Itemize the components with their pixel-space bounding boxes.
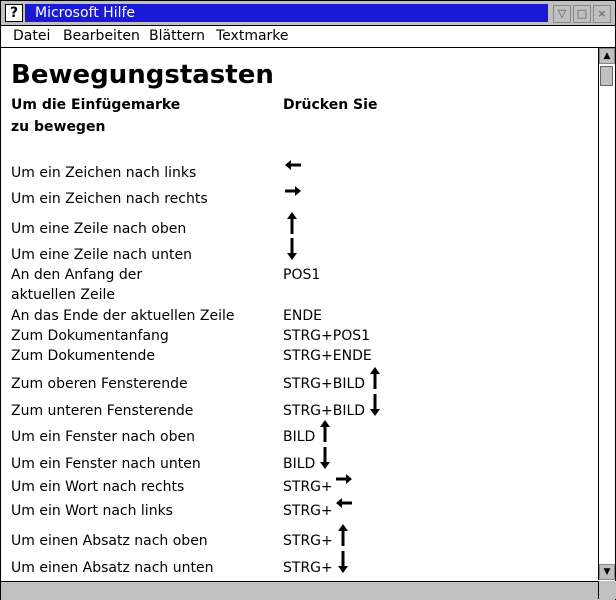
scroll-up-button[interactable]: ▲ — [599, 48, 615, 64]
shortcut-label: Um eine Zeile nach unten — [11, 247, 193, 263]
shortcut-label: Um eine Zeile nach oben — [11, 221, 187, 237]
scrollbar-corner — [598, 581, 616, 599]
shortcut-key: ENDE — [283, 308, 322, 324]
shortcut-key: BILD — [283, 429, 316, 445]
shortcut-key: POS1 — [283, 267, 321, 283]
scroll-down-button[interactable]: ▼ — [599, 564, 615, 580]
up-arrow-icon — [317, 419, 333, 443]
down-arrow-icon — [335, 550, 351, 574]
menu-bar — [1, 26, 615, 48]
shortcut-label: Zum oberen Fensterende — [11, 376, 188, 392]
right-arrow-icon — [284, 185, 302, 197]
menu-textmarke[interactable]: Textmarke — [216, 28, 289, 44]
shortcut-label: Um ein Zeichen nach links — [11, 165, 197, 181]
shortcut-key: STRG+ — [283, 479, 333, 495]
shortcut-label: Um einen Absatz nach oben — [11, 533, 208, 549]
shortcut-key: STRG+ — [283, 533, 333, 549]
down-arrow-icon — [317, 446, 333, 470]
column-header-keys: Drücken Sie — [283, 97, 378, 113]
shortcut-label: Zum unteren Fensterende — [11, 403, 194, 419]
menu-blaettern[interactable]: Blättern — [149, 28, 206, 44]
shortcut-key: STRG+BILD — [283, 403, 366, 419]
shortcut-label: Um ein Fenster nach oben — [11, 429, 195, 445]
left-arrow-icon — [335, 497, 353, 509]
vertical-scrollbar[interactable] — [598, 48, 615, 580]
shortcut-label: Zum Dokumentende — [11, 348, 156, 364]
shortcut-label: Um ein Wort nach rechts — [11, 479, 185, 495]
left-arrow-icon — [284, 159, 302, 171]
shortcut-label: aktuellen Zeile — [11, 287, 115, 303]
shortcut-key: STRG+ — [283, 503, 333, 519]
shortcut-label: Zum Dokumentanfang — [11, 328, 169, 344]
column-header-action: Um die Einfügemarke zu bewegen — [11, 97, 181, 135]
shortcut-label: Um einen Absatz nach unten — [11, 560, 214, 576]
up-arrow-icon — [335, 523, 351, 547]
shortcut-label: Um ein Zeichen nach rechts — [11, 191, 208, 207]
shortcut-label: An das Ende der aktuellen Zeile — [11, 308, 235, 324]
shortcut-label: Um ein Fenster nach unten — [11, 456, 201, 472]
menu-bearbeiten[interactable]: Bearbeiten — [63, 28, 140, 44]
shortcut-key: STRG+BILD — [283, 376, 366, 392]
shortcut-label: Um ein Wort nach links — [11, 503, 173, 519]
system-menu-button[interactable]: ? — [5, 4, 23, 22]
right-arrow-icon — [335, 473, 353, 485]
close-button[interactable]: × — [593, 5, 611, 23]
menu-datei[interactable]: Datei — [13, 28, 51, 44]
window-title: Microsoft Hilfe — [35, 5, 136, 21]
horizontal-bar — [1, 581, 615, 600]
down-arrow-icon — [284, 237, 300, 261]
scroll-thumb[interactable] — [600, 66, 613, 86]
shortcut-label: An den Anfang der — [11, 267, 143, 283]
title-fill — [25, 4, 548, 22]
down-arrow-icon — [367, 393, 383, 417]
up-arrow-icon — [367, 366, 383, 390]
shortcut-key: BILD — [283, 456, 316, 472]
minimize-button[interactable]: ▽ — [553, 5, 571, 23]
help-content — [1, 48, 597, 580]
up-arrow-icon — [284, 211, 300, 235]
maximize-button[interactable]: □ — [573, 5, 591, 23]
page-title: Bewegungstasten — [11, 60, 274, 90]
shortcut-key: STRG+POS1 — [283, 328, 371, 344]
title-bar — [1, 1, 615, 26]
shortcut-key: STRG+ENDE — [283, 348, 372, 364]
shortcut-key: STRG+ — [283, 560, 333, 576]
